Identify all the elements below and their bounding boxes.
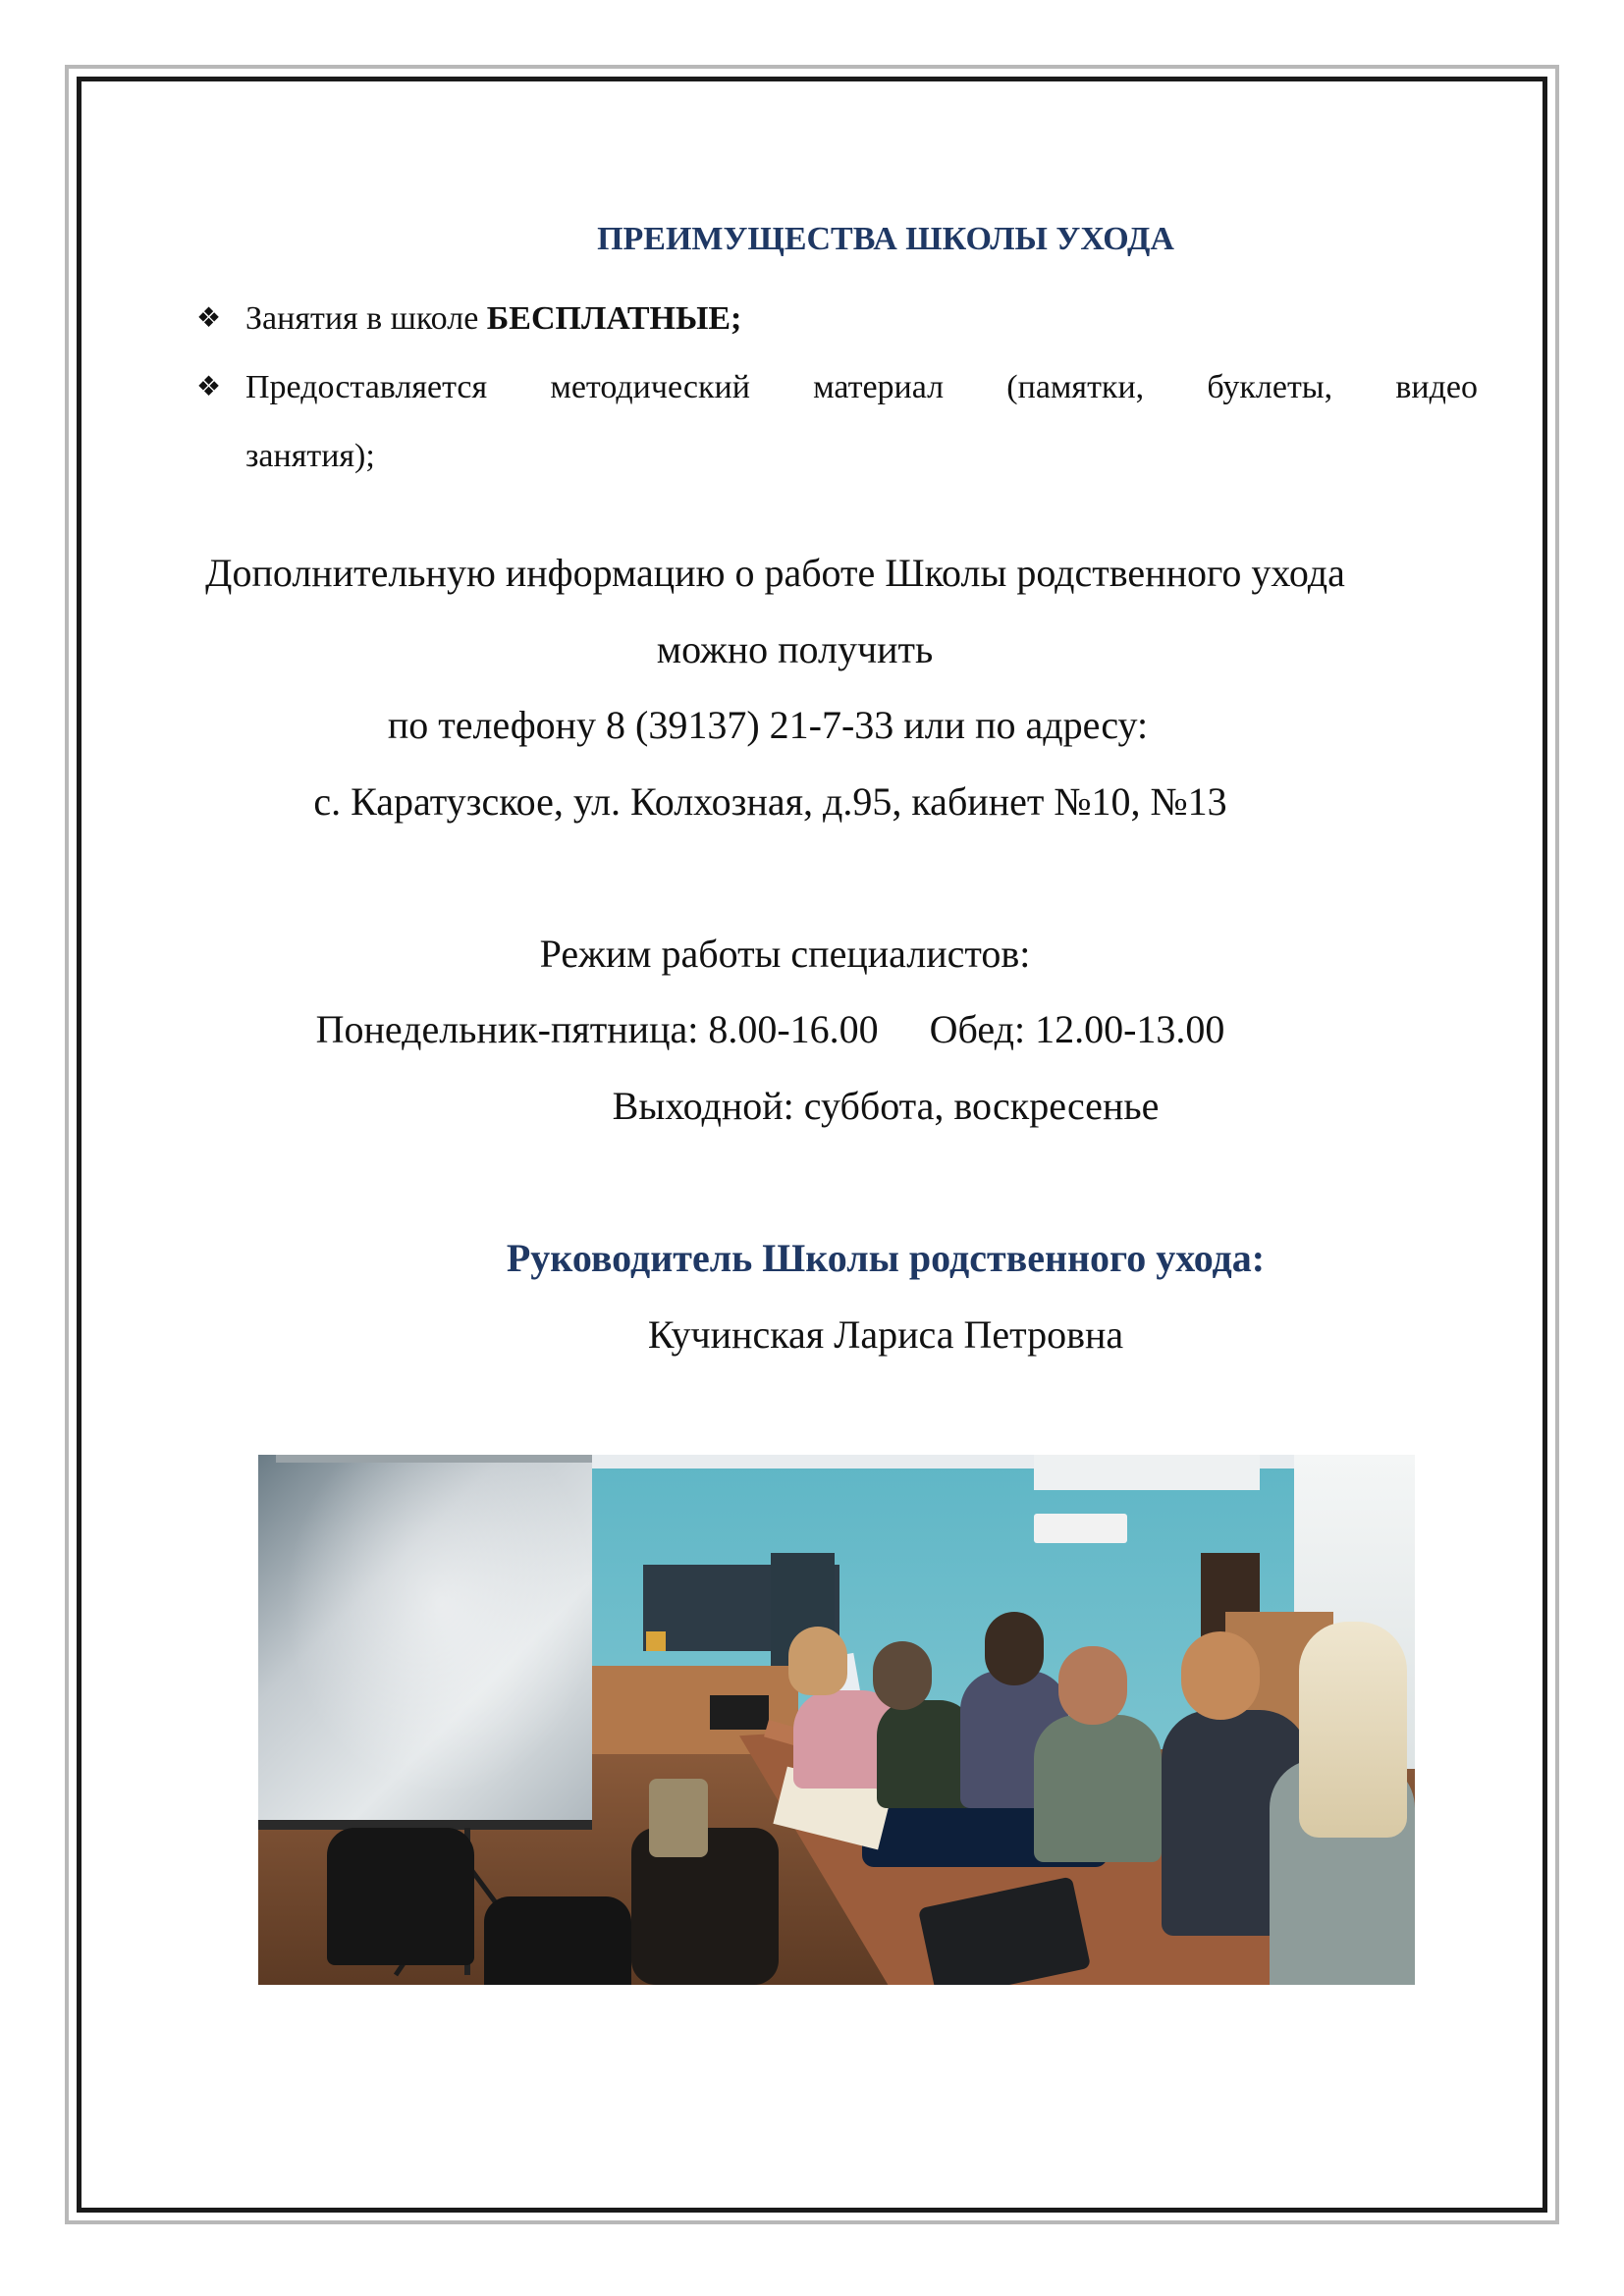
- schedule-hours: [0, 1006, 1624, 1052]
- head-name: Кучинская Лариса Петровна: [647, 1312, 1124, 1357]
- item-text: Занятия в школе: [245, 300, 487, 337]
- schedule-weekend: Выходной: суббота, воскресенье: [612, 1084, 1160, 1128]
- section-heading: ПРЕИМУЩЕСТВА ШКОЛЫ УХОДА: [597, 221, 1174, 257]
- item-text: Предоставляется методический материал (памятки, буклеты, видео: [245, 369, 1478, 405]
- info-phone: по телефону 8 (39137) 21-7-33 или по адресу:: [387, 703, 1149, 747]
- list-item-continuation: [196, 422, 1478, 491]
- schedule-lunch: Обед: 12.00-13.00: [929, 1007, 1225, 1051]
- item-emphasis: БЕСПЛАТНЫЕ;: [486, 300, 742, 337]
- schedule-title: Режим работы специалистов:: [539, 932, 1031, 976]
- class-photo: [258, 1455, 1415, 1985]
- info-line-1: Дополнительную информацию о работе Школы родственного ухода: [205, 551, 1345, 595]
- diamond-bullet-icon: ❖: [196, 372, 222, 402]
- info-address: с. Каратузское, ул. Колхозная, д.95, кабинет №10, №13: [313, 779, 1227, 824]
- schedule-weekdays: Понедельник-пятница: 8.00-16.00: [315, 1007, 879, 1051]
- advantages-list: [196, 285, 1478, 491]
- list-item: [196, 353, 1478, 422]
- info-line-2: можно получить: [656, 627, 934, 671]
- list-item: [196, 285, 1478, 353]
- head-title: Руководитель Школы родственного ухода:: [506, 1236, 1266, 1280]
- diamond-bullet-icon: ❖: [196, 303, 222, 334]
- item-text: занятия);: [245, 438, 375, 474]
